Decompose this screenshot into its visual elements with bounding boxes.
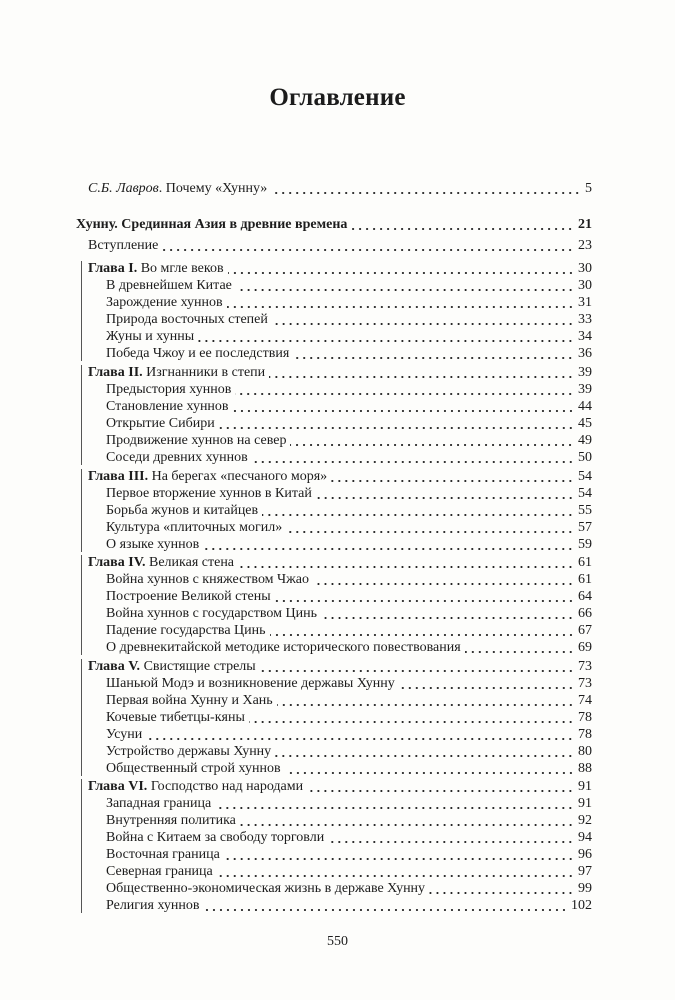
chapter-bracket-line	[81, 365, 82, 465]
dot-leader	[293, 347, 574, 360]
chapter-bracket-line	[81, 555, 82, 655]
dot-leader	[271, 182, 581, 195]
toc-entry-page: 97	[578, 864, 592, 879]
dot-leader	[269, 366, 574, 379]
toc-section-entry[interactable]	[106, 879, 592, 897]
toc-section-label: Зарождение хуннов	[106, 295, 223, 310]
dot-leader	[233, 400, 574, 413]
toc-section-entry[interactable]	[106, 759, 592, 777]
dot-leader	[465, 641, 574, 654]
dot-leader	[275, 590, 574, 603]
toc-section-entry[interactable]	[106, 570, 592, 588]
chapter-number: Глава III.	[88, 469, 149, 484]
dot-leader	[249, 711, 574, 724]
toc-entry-page: 78	[578, 710, 592, 725]
toc-entry-page: 96	[578, 847, 592, 862]
toc-section-entry[interactable]	[106, 896, 592, 914]
toc-entry-page: 30	[578, 261, 592, 276]
toc-section-entry[interactable]	[106, 587, 592, 605]
toc-entry-page: 50	[578, 450, 592, 465]
toc-section-label: Победа Чжоу и ее последствия	[106, 346, 290, 361]
dot-leader	[331, 470, 574, 483]
toc-section-label: Кочевые тибетцы-кяны	[106, 710, 245, 725]
toc-entry-page: 94	[578, 830, 592, 845]
chapter-number: Глава II.	[88, 365, 143, 380]
toc-entry-page: 88	[578, 761, 592, 776]
dot-leader	[275, 745, 574, 758]
dot-leader	[198, 330, 574, 343]
chapter-bracket-line	[81, 261, 82, 361]
toc-entry-page: 61	[578, 555, 592, 570]
toc-section-entry[interactable]	[106, 725, 592, 743]
toc-section-entry[interactable]	[106, 501, 592, 519]
intro-author: С.Б. Лавров	[88, 181, 159, 196]
toc-section-label: В древнейшем Китае	[106, 278, 232, 293]
toc-section-entry[interactable]	[106, 344, 592, 362]
toc-chapter-label	[88, 555, 236, 571]
toc-entry-page: 80	[578, 744, 592, 759]
toc-entry-label: Вступление	[88, 238, 159, 253]
toc-entry-page: 39	[578, 382, 592, 397]
toc-section-label: Падение государства Цинь	[106, 623, 266, 638]
toc-section-entry[interactable]	[106, 484, 592, 502]
dot-leader	[313, 573, 574, 586]
dot-leader	[162, 239, 574, 252]
dot-leader	[252, 451, 574, 464]
toc-entry-page: 57	[578, 520, 592, 535]
toc-section-label: Открытие Сибири	[106, 416, 215, 431]
toc-section-label: Устройство державы Хунну	[106, 744, 272, 759]
toc-section-label: Религия хуннов	[106, 898, 200, 913]
dot-leader	[307, 780, 574, 793]
toc-chapter-entry[interactable]	[88, 363, 592, 381]
dot-leader	[146, 728, 574, 741]
toc-section-entry[interactable]	[106, 638, 592, 656]
toc-section-label: Предыстория хуннов	[106, 382, 232, 397]
toc-section-entry[interactable]	[106, 621, 592, 639]
toc-chapter-entry[interactable]	[88, 259, 592, 277]
toc-chapter-entry[interactable]	[88, 777, 592, 795]
dot-leader	[235, 383, 574, 396]
toc-section-entry[interactable]	[106, 431, 592, 449]
dot-leader	[328, 831, 574, 844]
toc-entry-page: 44	[578, 399, 592, 414]
toc-section-label: Внутренняя политика	[106, 813, 236, 828]
toc-section-label: О языке хуннов	[106, 537, 200, 552]
chapter-title: Великая стена	[149, 555, 235, 570]
toc-section-label: Общественно-экономическая жизнь в державе Хунну	[106, 881, 426, 896]
toc-section-label: Первое вторжение хуннов в Китай	[106, 486, 312, 501]
toc-section-entry[interactable]	[106, 845, 592, 863]
chapter-bracket-line	[81, 469, 82, 552]
toc-chapter-label	[88, 659, 258, 675]
dot-leader	[321, 607, 574, 620]
toc-entry-page: 67	[578, 623, 592, 638]
toc-entry-page: 78	[578, 727, 592, 742]
toc-section-entry[interactable]	[106, 276, 592, 294]
chapter-title: Во мгле веков	[140, 261, 224, 276]
toc-entry-page: 102	[571, 898, 592, 913]
chapter-title: Господство над народами	[150, 779, 304, 794]
toc-entry-page: 30	[578, 278, 592, 293]
toc-entry-page: 23	[578, 238, 592, 253]
toc-section-label: Соседи древних хуннов	[106, 450, 248, 465]
toc-section-label: Становление хуннов	[106, 399, 229, 414]
dot-leader	[219, 417, 574, 430]
toc-entry-page: 5	[585, 181, 592, 196]
toc-section-entry[interactable]	[106, 828, 592, 846]
toc-chapter-label	[88, 365, 267, 381]
toc-section-entry[interactable]	[106, 794, 592, 812]
toc-section-entry[interactable]	[106, 293, 592, 311]
toc-section-label: О древнекитайской методике исторического повествования	[106, 640, 461, 655]
toc-chapter-entry[interactable]	[88, 467, 592, 485]
toc-entry-page: 91	[578, 779, 592, 794]
toc-entry-page: 55	[578, 503, 592, 518]
toc-section-label: Война хуннов с государством Цинь	[106, 606, 317, 621]
toc-entry-page: 21	[578, 217, 592, 232]
toc-section-label: Усуни	[106, 727, 143, 742]
toc-section-entry[interactable]	[106, 742, 592, 760]
toc-chapter-label	[88, 779, 305, 795]
chapter-title: Изгнанники в степи	[146, 365, 266, 380]
toc-entry-page: 69	[578, 640, 592, 655]
page-number: 550	[327, 934, 348, 949]
dot-leader	[277, 694, 574, 707]
toc-section-label: Жуны и хунны	[106, 329, 195, 344]
toc-entry-page: 91	[578, 796, 592, 811]
dot-leader	[262, 504, 574, 517]
toc-section-label: Война с Китаем за свободу торговли	[106, 830, 325, 845]
toc-section-entry[interactable]	[106, 397, 592, 415]
intro-title: Почему «Хунну»	[165, 181, 268, 196]
toc-entry-page: 54	[578, 469, 592, 484]
toc-section-entry[interactable]	[106, 327, 592, 345]
chapter-number: Глава VI.	[88, 779, 148, 794]
dot-leader	[399, 677, 574, 690]
toc-section-label: Общественный строй хуннов	[106, 761, 281, 776]
dot-leader	[203, 538, 574, 551]
toc-section-label: Культура «плиточных могил»	[106, 520, 283, 535]
toc-section-label: Война хуннов с княжеством Чжао	[106, 572, 310, 587]
dot-leader	[286, 521, 574, 534]
chapter-number: Глава I.	[88, 261, 138, 276]
dot-leader	[215, 797, 574, 810]
chapter-number: Глава V.	[88, 659, 141, 674]
chapter-bracket-line	[81, 779, 82, 913]
toc-entry-page: 49	[578, 433, 592, 448]
page-title: Оглавление	[269, 84, 406, 111]
dot-leader	[204, 899, 567, 912]
dot-leader	[351, 218, 574, 231]
chapter-number: Глава IV.	[88, 555, 146, 570]
dot-leader	[429, 882, 574, 895]
dot-leader	[272, 313, 574, 326]
toc-entry-page: 34	[578, 329, 592, 344]
dot-leader	[270, 624, 574, 637]
toc-chapter-label	[88, 469, 329, 485]
toc-section-label: Борьба жунов и китайцев	[106, 503, 259, 518]
toc-entry-page: 54	[578, 486, 592, 501]
toc-entry-page: 36	[578, 346, 592, 361]
chapter-title: На берегах «песчаного моря»	[151, 469, 328, 484]
toc-section-label: Шаньюй Модэ и возникновение державы Хунну	[106, 676, 395, 691]
toc-entry-page: 45	[578, 416, 592, 431]
toc-intro-entry[interactable]	[88, 179, 592, 197]
toc-entry-page: 66	[578, 606, 592, 621]
toc-entry-label: С.Б. Лавров. Почему «Хунну»	[88, 181, 268, 196]
toc-entry-page: 64	[578, 589, 592, 604]
dot-leader	[238, 556, 574, 569]
toc-entry-page: 33	[578, 312, 592, 327]
toc-section-label: Восточная граница	[106, 847, 220, 862]
dot-leader	[217, 865, 574, 878]
toc-section-entry[interactable]	[106, 811, 592, 829]
toc-part-label: Хунну. Срединная Азия в древние времена	[76, 217, 348, 232]
toc-entry-page: 99	[578, 881, 592, 896]
toc-section-label: Первая война Хунну и Хань	[106, 693, 273, 708]
toc-section-entry[interactable]	[106, 604, 592, 622]
toc-entry-page: 74	[578, 693, 592, 708]
toc-part-entry[interactable]	[76, 215, 592, 233]
toc-section-label: Северная граница	[106, 864, 213, 879]
toc-preface-entry[interactable]	[88, 236, 592, 254]
toc-entry-page: 31	[578, 295, 592, 310]
toc-section-entry[interactable]	[106, 674, 592, 692]
dot-leader	[285, 762, 574, 775]
dot-leader	[236, 279, 574, 292]
toc-section-entry[interactable]	[106, 535, 592, 553]
toc-section-label: Природа восточных степей	[106, 312, 268, 327]
toc-section-entry[interactable]	[106, 414, 592, 432]
toc-section-entry[interactable]	[106, 310, 592, 328]
dot-leader	[227, 296, 574, 309]
toc-entry-page: 73	[578, 659, 592, 674]
dot-leader	[316, 487, 574, 500]
dot-leader	[260, 660, 574, 673]
chapter-title: Свистящие стрелы	[143, 659, 256, 674]
chapter-bracket-line	[81, 659, 82, 776]
toc-section-entry[interactable]	[106, 380, 592, 398]
toc-entry-page: 61	[578, 572, 592, 587]
toc-entry-page: 59	[578, 537, 592, 552]
toc-section-entry[interactable]	[106, 448, 592, 466]
toc-section-entry[interactable]	[106, 708, 592, 726]
toc-section-label: Продвижение хуннов на север	[106, 433, 287, 448]
toc-section-entry[interactable]	[106, 691, 592, 709]
dot-leader	[240, 814, 574, 827]
toc-entry-page: 39	[578, 365, 592, 380]
toc-chapter-label	[88, 261, 226, 277]
dot-leader	[290, 434, 574, 447]
toc-section-label: Построение Великой стены	[106, 589, 271, 604]
toc-entry-page: 73	[578, 676, 592, 691]
dot-leader	[224, 848, 574, 861]
toc-chapter-entry[interactable]	[88, 553, 592, 571]
toc-section-entry[interactable]	[106, 862, 592, 880]
toc-section-entry[interactable]	[106, 518, 592, 536]
toc-chapter-entry[interactable]	[88, 657, 592, 675]
toc-section-label: Западная граница	[106, 796, 212, 811]
dot-leader	[228, 262, 574, 275]
toc-entry-page: 92	[578, 813, 592, 828]
